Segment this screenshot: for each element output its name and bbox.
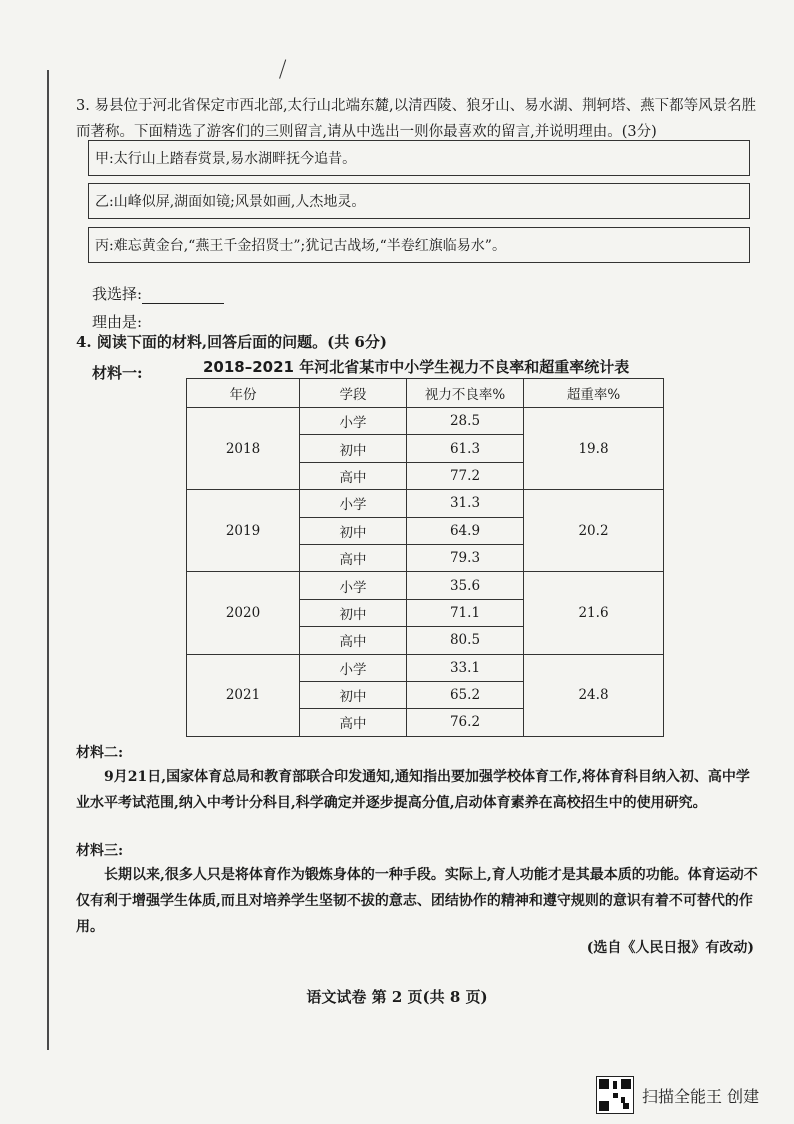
vision-cell: 76.2 [407, 709, 524, 736]
question-3-text: 3. 易县位于河北省保定市西北部,太行山北端东麓,以清西陵、狼牙山、易水湖、荆轲塔、燕下都等风景名胜而著称。下面精选了游客们的三则留言,请从中选出一则你最喜欢的留言,并说明理由。(3分) [76, 98, 757, 140]
year-cell: 2021 [187, 654, 300, 736]
stage-cell: 高中 [300, 627, 407, 654]
overweight-cell: 24.8 [524, 654, 664, 736]
choice-blank[interactable] [142, 289, 224, 304]
stage-cell: 初中 [300, 517, 407, 544]
stage-cell: 初中 [300, 435, 407, 462]
material-3-label: 材料三: [76, 843, 124, 859]
reason-line [92, 311, 142, 332]
qr-code-icon [596, 1076, 634, 1114]
option-c-box: 丙:难忘黄金台,“燕王千金招贤士”;犹记古战场,“半卷红旗临易水”。 [88, 227, 750, 263]
year-cell: 2020 [187, 572, 300, 654]
vision-cell: 64.9 [407, 517, 524, 544]
stage-cell: 初中 [300, 599, 407, 626]
stage-cell: 小学 [300, 408, 407, 435]
question-4-text: 4. 阅读下面的材料,回答后面的问题。(共 6分) [76, 333, 387, 351]
vision-cell: 33.1 [407, 654, 524, 681]
page-margin-line [47, 70, 49, 1050]
overweight-cell: 20.2 [524, 490, 664, 572]
option-a-box: 甲:太行山上踏春赏景,易水湖畔抚今追昔。 [88, 140, 750, 176]
vision-cell: 65.2 [407, 681, 524, 708]
overweight-cell: 19.8 [524, 408, 664, 490]
table-row [187, 654, 664, 681]
stage-cell: 高中 [300, 544, 407, 571]
vision-cell: 80.5 [407, 627, 524, 654]
stage-cell: 小学 [300, 490, 407, 517]
stage-cell: 高中 [300, 709, 407, 736]
table-row [187, 408, 664, 435]
choice-label: 我选择: [92, 285, 143, 303]
material-3-text: 长期以来,很多人只是将体育作为锻炼身体的一种手段。实际上,育人功能才是其最本质的功能。体育运动不仅有利于增强学生体质,而且对培养学生坚韧不拔的意志、团结协作的精神和遵守规则的意识有着不可替代的作用。 [76, 867, 758, 935]
vision-cell: 77.2 [407, 462, 524, 489]
scanner-label: 扫描全能王 创建 [642, 1086, 760, 1106]
table-row [187, 572, 664, 599]
vision-cell: 61.3 [407, 435, 524, 462]
option-b-box: 乙:山峰似屏,湖面如镜;风景如画,人杰地灵。 [88, 183, 750, 219]
vision-cell: 28.5 [407, 408, 524, 435]
vision-cell: 71.1 [407, 599, 524, 626]
scanner-watermark [596, 1076, 759, 1114]
year-cell: 2018 [187, 408, 300, 490]
choice-line [92, 283, 224, 304]
header-overweight: 超重率% [524, 379, 664, 408]
overweight-cell: 21.6 [524, 572, 664, 654]
material-2-text: 9月21日,国家体育总局和教育部联合印发通知,通知指出要加强学校体育工作,将体育科目纳入初、高中学业水平考试范围,纳入中考计分科目,科学确定并逐步提高分值,启动体育素养在高校招生中的使用研究。 [76, 769, 750, 811]
table-title: 2018–2021 年河北省某市中小学生视力不良率和超重率统计表 [203, 358, 630, 376]
pen-mark [279, 59, 292, 80]
vision-cell: 35.6 [407, 572, 524, 599]
header-vision: 视力不良率% [407, 379, 524, 408]
header-year: 年份 [187, 379, 300, 408]
header-stage: 学段 [300, 379, 407, 408]
stats-table [186, 378, 664, 737]
year-cell: 2019 [187, 490, 300, 572]
source-citation: (选自《人民日报》有改动) [586, 940, 754, 956]
reason-label: 理由是: [92, 313, 143, 331]
stage-cell: 高中 [300, 462, 407, 489]
vision-cell: 31.3 [407, 490, 524, 517]
vision-cell: 79.3 [407, 544, 524, 571]
material-1-label: 材料一: [92, 364, 143, 382]
page-footer: 语文试卷 第 2 页(共 8 页) [306, 988, 488, 1006]
table-header-row [187, 379, 664, 408]
stage-cell: 小学 [300, 654, 407, 681]
stage-cell: 初中 [300, 681, 407, 708]
material-2-label: 材料二: [76, 745, 124, 761]
table-row [187, 490, 664, 517]
stage-cell: 小学 [300, 572, 407, 599]
